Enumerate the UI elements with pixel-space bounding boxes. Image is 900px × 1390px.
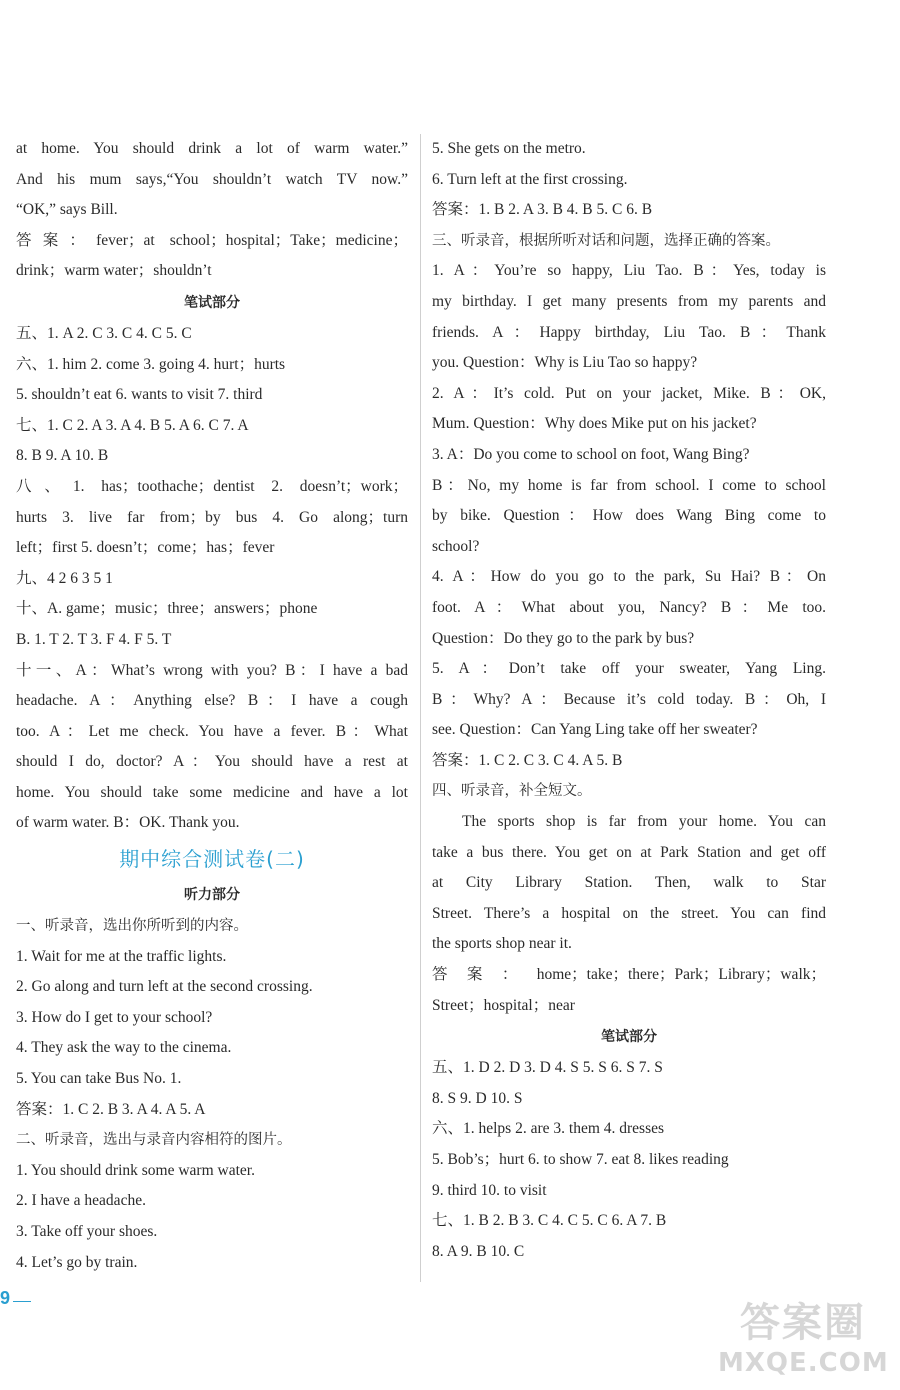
section-heading: 听力部分	[184, 887, 240, 904]
watermark-logo	[718, 1298, 888, 1384]
text-line: hurts 3. live far from；by bus 4. Go along；turn	[16, 508, 408, 526]
text-line: 七、1. B 2. B 3. C 4. C 5. C 6. A 7. B	[432, 1212, 667, 1230]
text-line: 8. B 9. A 10. B	[16, 447, 109, 465]
watermark-cn: 答案圈	[740, 1300, 866, 1346]
page-number: 9	[0, 1288, 11, 1308]
text-line: 答案：1. C 2. B 3. A 4. A 5. A	[16, 1100, 206, 1118]
text-line: headache. A：Anything else? B：I have a cough	[16, 692, 408, 710]
text-line: left；first 5. doesn’t；come；has；fever	[16, 539, 275, 557]
text-line: 5. A：Don’t take off your sweater, Yang Ling.	[432, 660, 826, 678]
right-column	[432, 134, 826, 1267]
text-line: of warm water. B：OK. Thank you.	[16, 814, 240, 832]
text-line: 七、1. C 2. A 3. A 4. B 5. A 6. C 7. A	[16, 416, 249, 434]
text-line: 答案：home；take；there；Park；Library；walk；	[432, 966, 826, 984]
text-line: 十一、A：What’s wrong with you? B：I have a bad	[16, 661, 408, 679]
text-line: 八、1. has；toothache；dentist 2. doesn’t；work；	[16, 477, 408, 495]
text-line: 3. How do I get to your school?	[16, 1008, 213, 1026]
text-line: my birthday. I get many presents from my parents and	[432, 292, 826, 310]
page-number-rule	[13, 1301, 31, 1302]
text-line: 答案：1. B 2. A 3. B 4. B 5. C 6. B	[432, 201, 653, 219]
text-line: 2. Go along and turn left at the second crossing.	[16, 978, 313, 996]
text-line: 四、听录音，补全短文。	[432, 783, 592, 800]
text-line: Question：Do they go to the park by bus?	[432, 629, 695, 647]
text-line: 4. Let’s go by train.	[16, 1253, 138, 1271]
section-heading: 笔试部分	[184, 294, 240, 311]
text-line: 1. Wait for me at the traffic lights.	[16, 947, 227, 965]
text-line: “OK,” says Bill.	[16, 201, 118, 219]
text-line: friends. A：Happy birthday, Liu Tao. B：Thank	[432, 323, 826, 341]
text-line: drink；warm water；shouldn’t	[16, 262, 212, 280]
text-line: at home. You should drink a lot of warm water.”	[16, 140, 408, 157]
text-line: see. Question：Can Yang Ling take off her sweater?	[432, 721, 758, 739]
text-line: 五、1. D 2. D 3. D 4. S 5. S 6. S 7. S	[432, 1059, 663, 1077]
text-line: 8. A 9. B 10. C	[432, 1242, 525, 1260]
text-line: Mum. Question：Why does Mike put on his jacket?	[432, 415, 757, 433]
text-line: 五、1. A 2. C 3. C 4. C 5. C	[16, 324, 192, 342]
text-line: 答案：fever；at school；hospital；Take；medicine；	[16, 231, 408, 249]
column-divider	[420, 134, 421, 1282]
text-line: Street. There’s a hospital on the street. You can find	[432, 904, 826, 922]
text-line: 十、A. game；music；three；answers；phone	[16, 600, 318, 618]
text-line: 2. I have a headache.	[16, 1192, 146, 1210]
text-line: 3. A：Do you come to school on foot, Wang Bing?	[432, 445, 750, 463]
text-line: by bike. Question：How does Wang Bing come to	[432, 507, 826, 525]
text-line: 5. Bob’s；hurt 6. to show 7. eat 8. likes reading	[432, 1151, 729, 1168]
text-line: 9. third 10. to visit	[432, 1181, 547, 1199]
text-line: 1. You should drink some warm water.	[16, 1161, 255, 1179]
text-line: 1. A：You’re so happy, Liu Tao. B：Yes, today is	[432, 262, 826, 280]
text-line: B：No, my home is far from school. I come to school	[432, 476, 826, 494]
text-line: 六、1. helps 2. are 3. them 4. dresses	[432, 1120, 665, 1138]
text-line: at City Library Station. Then, walk to Star	[432, 874, 826, 892]
text-line: take a bus there. You get on at Park Station and get off	[432, 843, 826, 861]
text-line: you. Question：Why is Liu Tao so happy?	[432, 354, 698, 372]
text-line: foot. A：What about you, Nancy? B：Me too.	[432, 598, 826, 616]
section-heading: 期中综合测试卷(二)	[119, 847, 305, 872]
text-line: 二、听录音，选出与录音内容相符的图片。	[16, 1132, 292, 1149]
text-line: 三、听录音，根据所听对话和问题，选择正确的答案。	[432, 232, 780, 249]
left-column	[16, 134, 408, 1278]
text-line: The sports shop is far from your home. You can	[462, 813, 826, 831]
text-line: 3. Take off your shoes.	[16, 1223, 158, 1240]
watermark-en: MXQE.COM	[718, 1348, 889, 1378]
text-line: 8. S 9. D 10. S	[432, 1089, 523, 1107]
text-line: B：Why? A：Because it’s cold today. B：Oh, I	[432, 690, 826, 708]
text-line: too. A：Let me check. You have a fever. B：What	[16, 722, 408, 740]
text-line: 答案：1. C 2. C 3. C 4. A 5. B	[432, 751, 623, 769]
text-line: school?	[432, 537, 480, 555]
text-line: 5. You can take Bus No. 1.	[16, 1070, 182, 1088]
text-line: 6. Turn left at the first crossing.	[432, 170, 628, 188]
text-line: 5. She gets on the metro.	[432, 140, 586, 157]
text-line: Street；hospital；near	[432, 996, 575, 1014]
section-heading: 笔试部分	[601, 1029, 657, 1046]
text-line: should I do, doctor? A：You should have a rest at	[16, 753, 408, 771]
text-line: B. 1. T 2. T 3. F 4. F 5. T	[16, 630, 172, 648]
text-line: 4. They ask the way to the cinema.	[16, 1039, 232, 1057]
text-line: 一、听录音，选出你所听到的内容。	[16, 918, 248, 935]
text-line: 2. A：It’s cold. Put on your jacket, Mike. B：OK,	[432, 384, 826, 402]
text-line: 5. shouldn’t eat 6. wants to visit 7. third	[16, 386, 263, 404]
text-line: 九、4 2 6 3 5 1	[16, 569, 113, 587]
text-line: home. You should take some medicine and have a lot	[16, 783, 408, 801]
text-line: the sports shop near it.	[432, 935, 572, 953]
text-line: And his mum says,“You shouldn’t watch TV now.”	[16, 170, 408, 188]
text-line: 4. A：How do you go to the park, Su Hai? B：On	[432, 568, 826, 586]
text-line: 六、1. him 2. come 3. going 4. hurt；hurts	[16, 355, 286, 373]
